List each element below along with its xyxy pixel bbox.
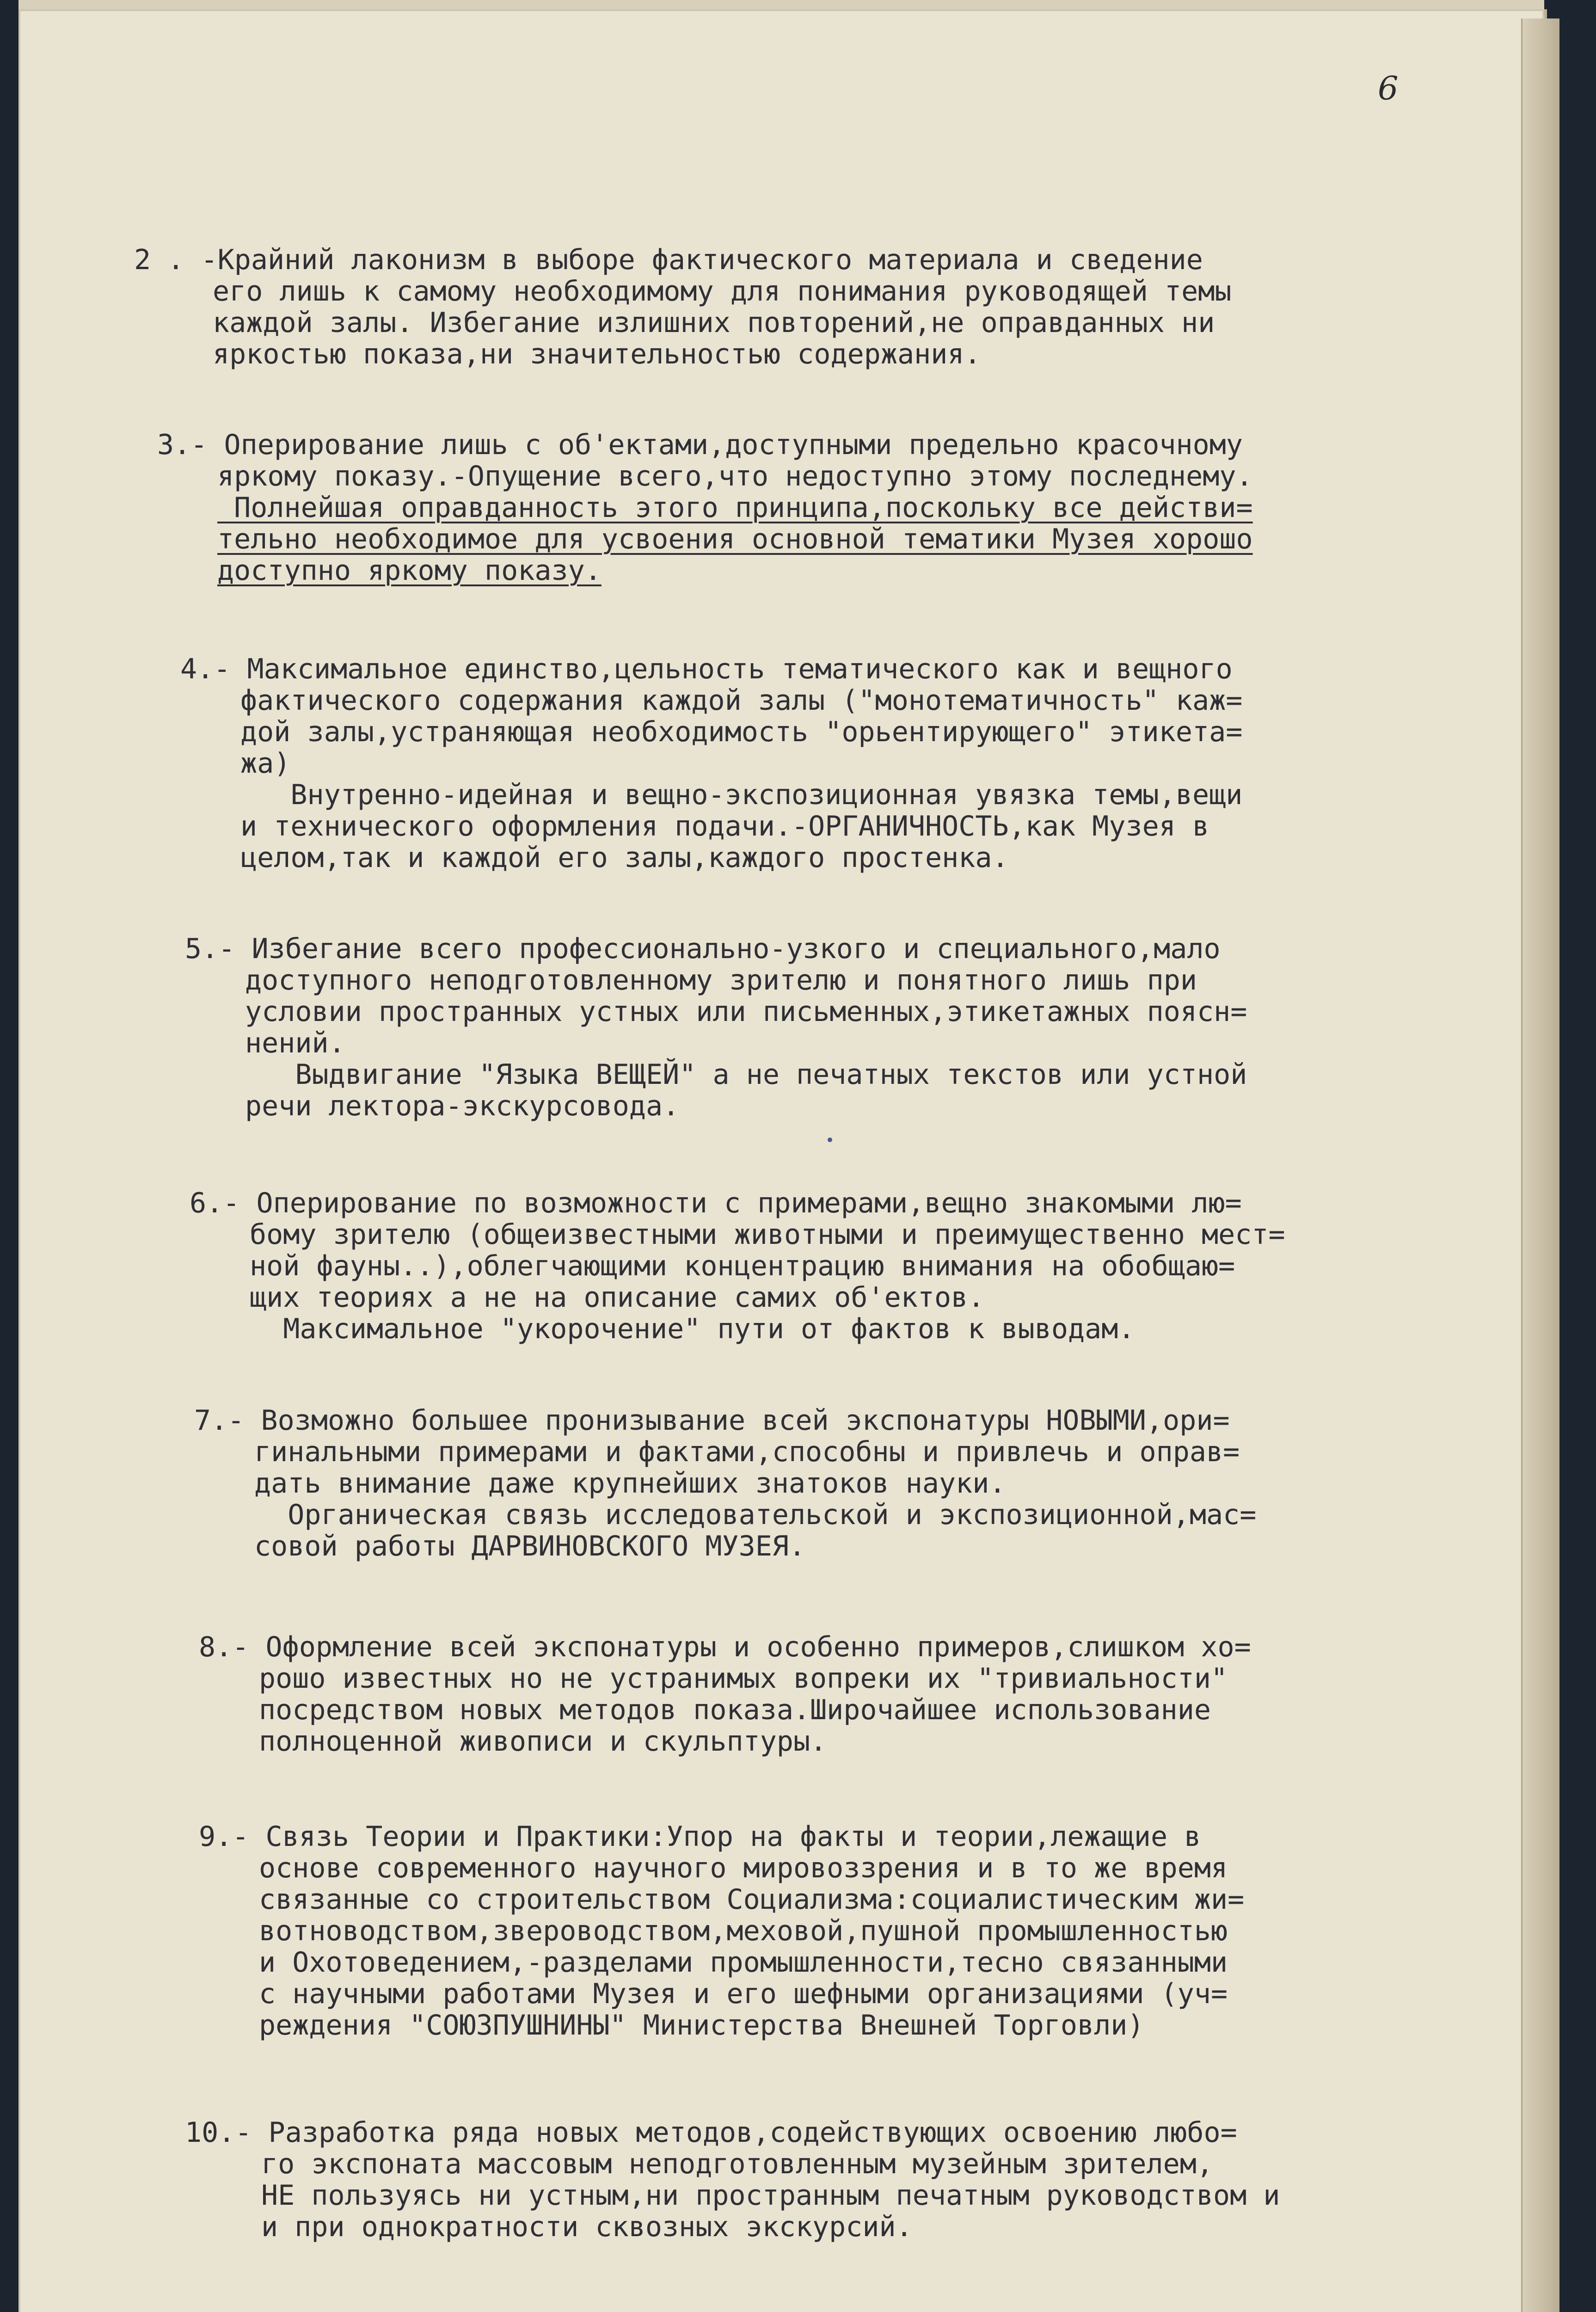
item-line-underlined: доступно яркому показу. [217,554,602,587]
item-7 [194,1373,1256,1562]
item-line: его лишь к самому необходимому для понимания руководящей темы [213,275,1232,307]
item-line: фактического содержания каждой залы ("монотематичность" каж= [240,684,1243,717]
item-line: с научными работами Музея и его шефными организациями (уч= [259,1978,1228,2010]
item-line: Максимальное единство,цельность тематического как и вещного [247,653,1233,685]
page-number: 6 [1378,69,1399,107]
item-line: доступного неподготовленному зрителю и понятного лишь при [245,964,1197,996]
item-2 [134,213,1232,370]
item-line: Выдвигание "Языка ВЕЩЕЙ" а не печатных текстов или устной [245,1058,1247,1091]
item-line: го экспоната массовым неподготовленным музейным зрителем, [261,2148,1214,2180]
item-number: 3.- [157,429,208,461]
margin-ink-mark [828,1138,832,1142]
item-line: посредством новых методов показа.Широчайшее использование [259,1694,1211,1726]
item-line: яркостью показа,ни значительностью содержания. [213,338,981,370]
item-line: речи лектора-экскурсовода. [245,1090,680,1122]
item-line: каждой залы. Избегание излишних повторений,не оправданных ни [213,307,1215,339]
item-line: и при однократности сквозных экскурсий. [261,2211,913,2243]
item-10 [185,2085,1280,2243]
item-line: рошо известных но не устранимых вопреки их "тривиальности" [259,1662,1228,1695]
item-line: Возможно большее пронизывание всей экспонатуры НОВЫМИ,ори= [261,1404,1230,1437]
item-line: связанные со строительством Социализма:социалистическим жи= [259,1883,1245,1916]
item-line: -Крайний лаконизм в выборе фактического материала и сведение [201,244,1203,276]
item-line: Органическая связь исследовательской и экспозиционной,мас= [254,1499,1257,1531]
item-number: 9.- [199,1820,249,1853]
item-3 [157,398,1253,586]
item-line: щих теориях а не на описание самих об'ектов. [250,1281,985,1314]
paper-stack-edge [1521,18,1559,2312]
item-line: реждения "СОЮЗПУШНИНЫ" Министерства Внешней Торговли) [259,2009,1144,2041]
item-number: 10.- [185,2116,252,2149]
item-line: дой залы,устраняющая необходимость "орьентирующего" этикета= [240,716,1243,748]
item-line: нений. [245,1027,345,1059]
item-line: Оперирование лишь с об'ектами,доступными предельно красочному [224,429,1243,461]
item-line: яркому показу.-Опущение всего,что недоступно этому последнему. [217,460,1253,492]
item-line: Максимальное "укорочение" пути от фактов к выводам. [250,1313,1135,1345]
item-5 [185,902,1247,1122]
item-8 [199,1600,1251,1757]
item-6 [190,1156,1285,1345]
item-line: условии пространных устных или письменных,этикетажных поясн= [245,996,1247,1028]
item-number: 7.- [194,1404,245,1437]
item-number: 4.- [180,653,231,685]
item-line: НЕ пользуясь ни устным,ни пространным печатным руководством и [261,2179,1280,2212]
item-number: 6.- [190,1187,240,1219]
item-line: гинальными примерами и фактами,способны и привлечь и оправ= [254,1436,1240,1468]
item-line: и Охотоведением,-разделами промышленности,тесно связанными [259,1946,1228,1979]
item-line: вотноводством,звероводством,меховой,пушной промышленностью [259,1915,1228,1947]
item-line-underlined: тельно необходимое для усвоения основной тематики Музея хорошо [217,523,1253,555]
item-line: ной фауны..),облегчающими концентрацию внимания на обобщаю= [250,1250,1235,1282]
item-line: Оформление всей экспонатуры и особенно примеров,слишком хо= [265,1631,1251,1663]
item-line: и технического оформления подачи.-ОРГАНИЧНОСТЬ,как Музея в [240,810,1209,842]
item-number: 2 . [134,244,184,276]
item-line: Связь Теории и Практики:Упор на факты и теории,лежащие в [265,1820,1201,1853]
item-line-underlined: Полнейшая оправданность этого принципа,поскольку все действи= [217,492,1253,524]
item-9 [199,1789,1244,2041]
item-line: совой работы ДАРВИНОВСКОГО МУЗЕЯ. [254,1530,806,1562]
item-line: целом,так и каждой его залы,каждого простенка. [240,842,1009,874]
item-line: дать внимание даже крупнейших знатоков науки. [254,1467,1006,1500]
item-line: жа) [240,747,291,780]
item-line: Разработка ряда новых методов,содействующих освоению любо= [268,2116,1237,2149]
item-number: 5.- [185,933,235,965]
item-line: Избегание всего профессионально-узкого и специального,мало [252,933,1221,965]
item-line: бому зрителю (общеизвестными животными и преимущественно мест= [250,1218,1285,1251]
item-line: Внутренно-идейная и вещно-экспозиционная увязка темы,вещи [240,779,1243,811]
item-number: 8.- [199,1631,249,1663]
item-line: Оперирование по возможности с примерами,вещно знакомыми лю= [256,1187,1242,1219]
item-line: полноценной живописи и скульптуры. [259,1725,827,1758]
item-line: основе современного научного мировоззрения и в то же время [259,1852,1228,1884]
item-4 [180,622,1242,873]
